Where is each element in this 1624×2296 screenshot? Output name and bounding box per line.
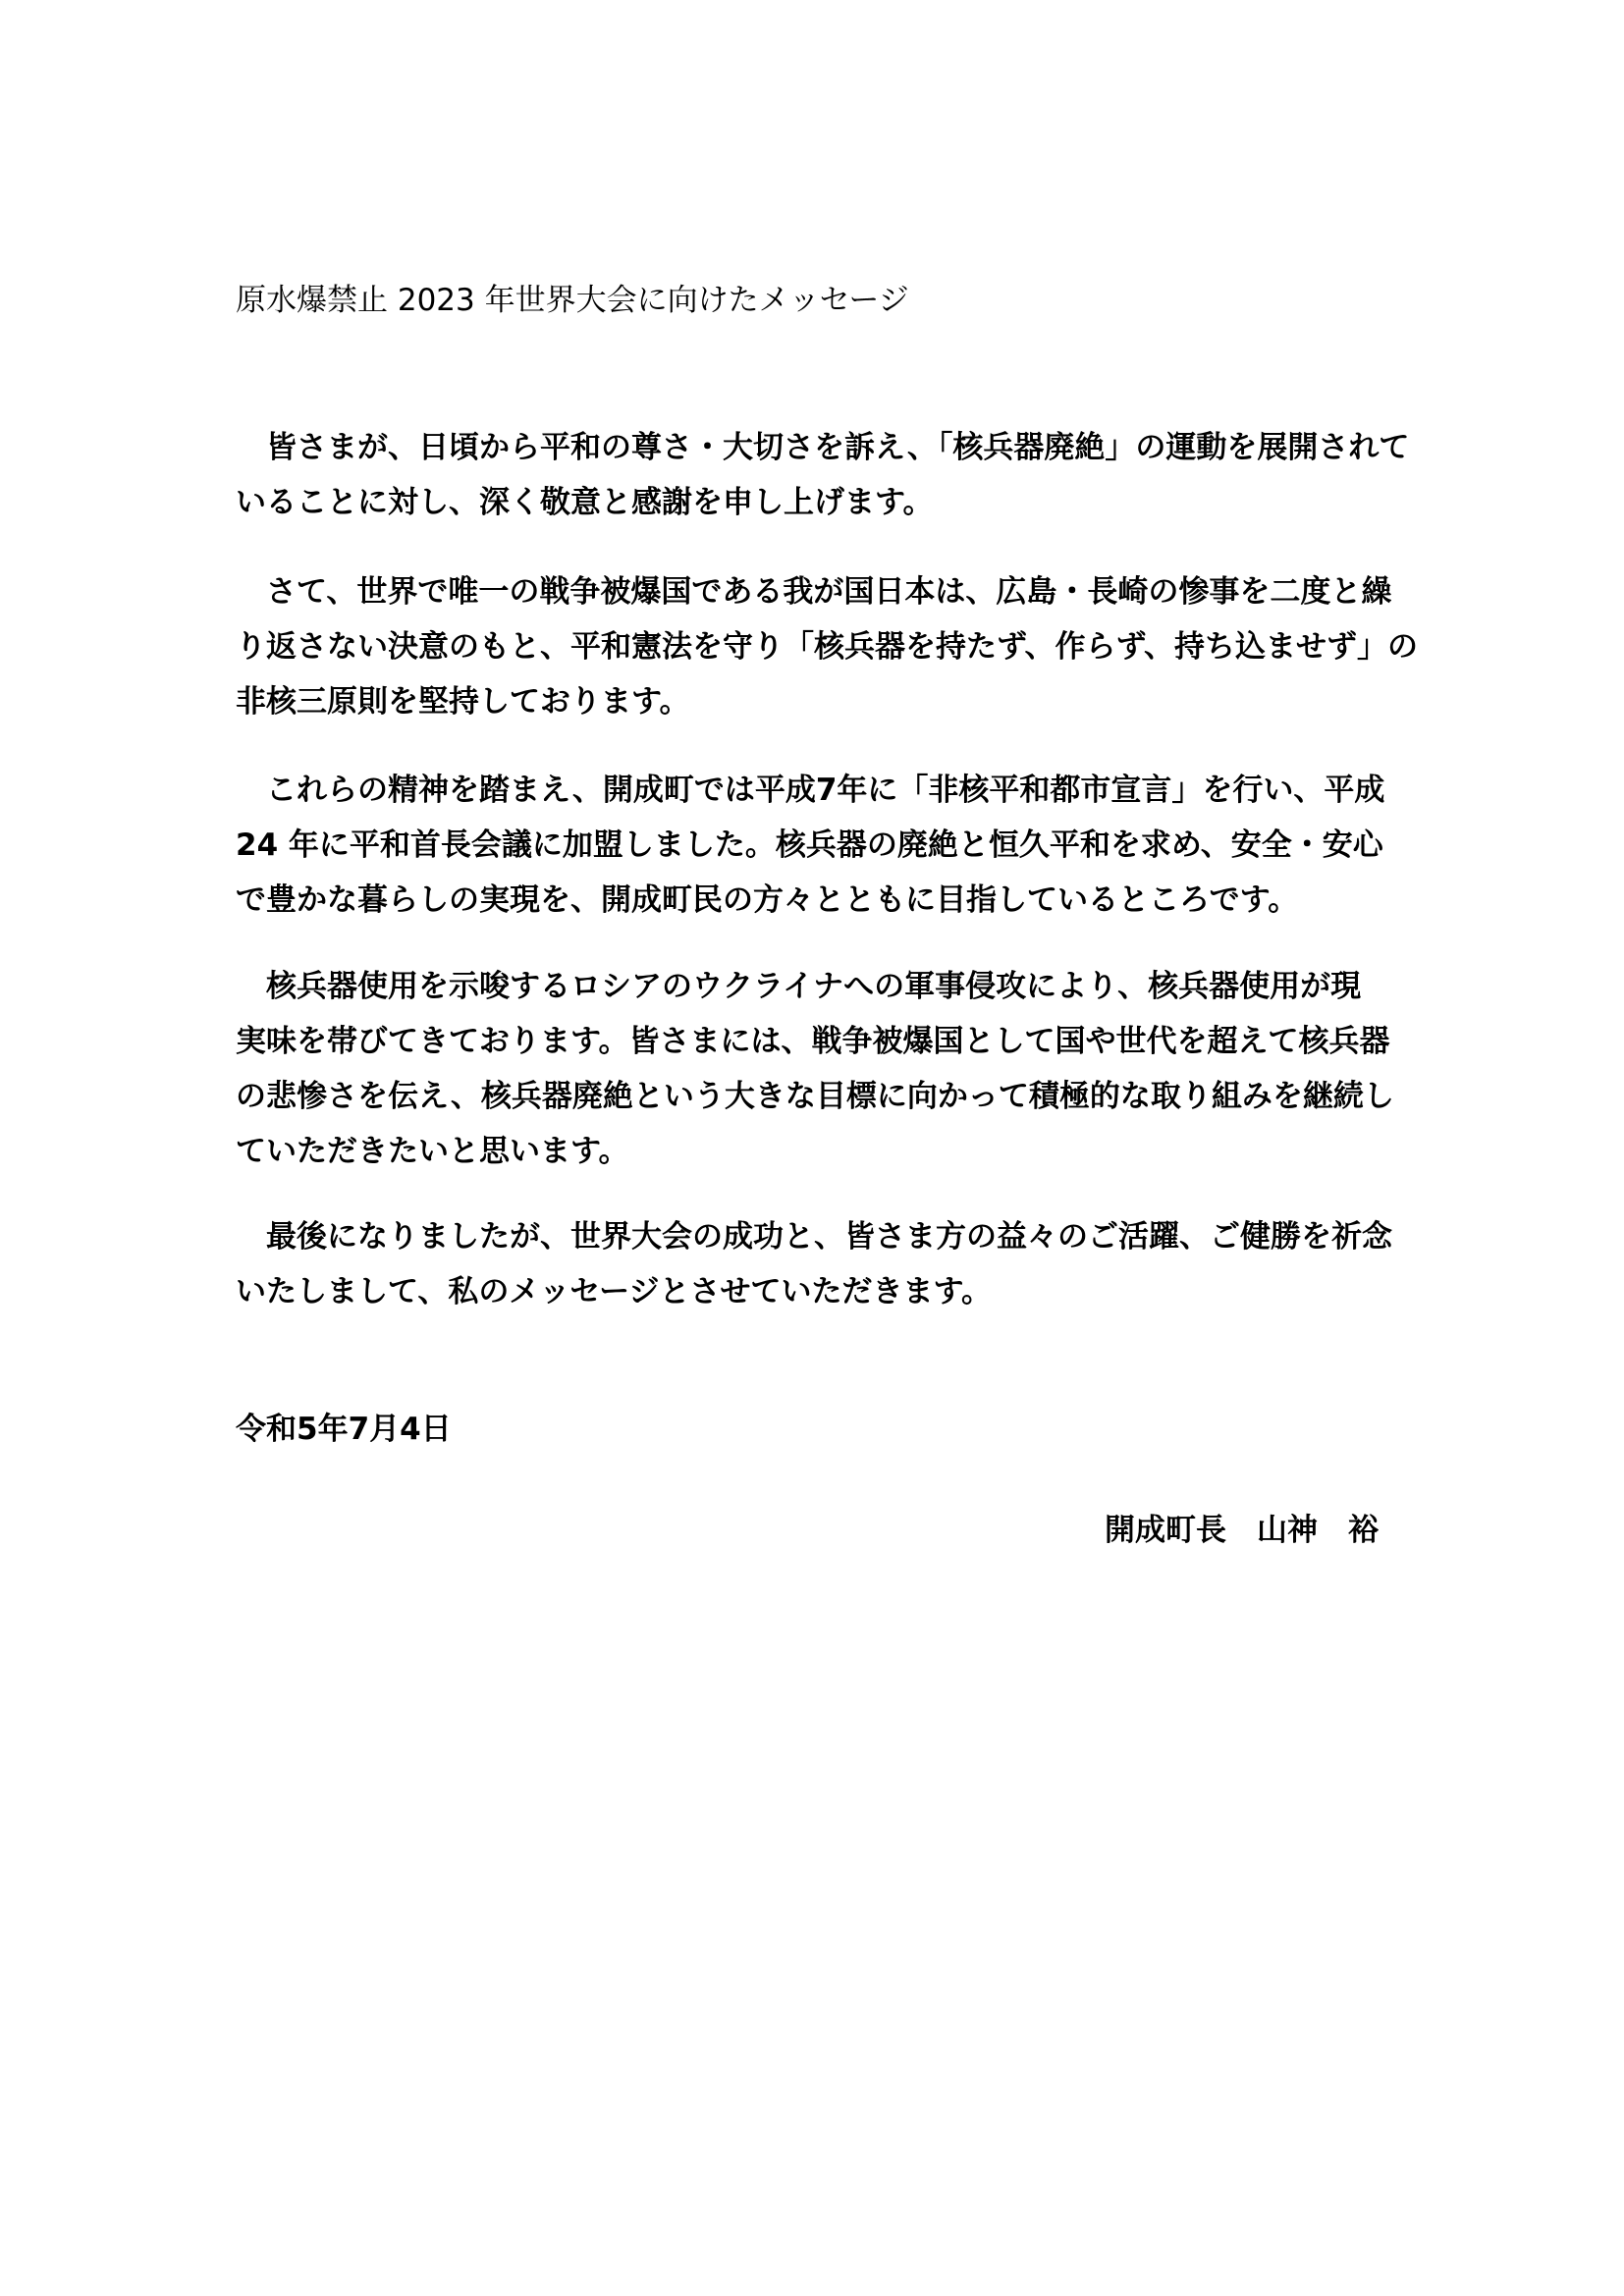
- signature: 開成町長 山神 裕: [1105, 1513, 1379, 1548]
- paragraph-closing: [236, 1209, 1414, 1319]
- paragraph-line: 24 年に平和首長会議に加盟しました。核兵器の廃絶と恒久平和を求め、安全・安心: [236, 828, 1383, 863]
- paragraph-line: 皆さまが、日頃から平和の尊さ・大切さを訴え、「核兵器廃絶」の運動を展開されて: [236, 430, 1410, 465]
- paragraph-line: で豊かな暮らしの実現を、開成町民の方々とともに目指しているところです。: [236, 882, 1299, 918]
- paragraph-line: 最後になりましたが、世界大会の成功と、皆さま方の益々のご活躍、ご健勝を祈念: [236, 1219, 1392, 1255]
- paragraph-line: り返さない決意のもと、平和憲法を守り「核兵器を持たず、作らず、持ち込ませず」の: [236, 629, 1419, 665]
- paragraph-town-declaration: [236, 763, 1414, 928]
- paragraph-line: いることに対し、深く敬意と感謝を申し上げます。: [236, 485, 934, 520]
- paragraph-line: これらの精神を踏まえ、開成町では平成7年に「非核平和都市宣言」を行い、平成: [236, 773, 1385, 808]
- paragraph-line: 実味を帯びてきております。皆さまには、戦争被爆国として国や世代を超えて核兵器: [236, 1024, 1390, 1059]
- document-date: 令和5年7月4日: [236, 1412, 452, 1447]
- paragraph-current-situation: [236, 959, 1414, 1179]
- paragraph-line: いたしまして、私のメッセージとさせていただきます。: [236, 1274, 993, 1309]
- paragraph-line: 核兵器使用を示唆するロシアのウクライナへの軍事侵攻により、核兵器使用が現: [236, 969, 1362, 1004]
- paragraph-line: 非核三原則を堅持しております。: [236, 684, 690, 720]
- paragraph-line: ていただきたいと思います。: [236, 1134, 629, 1169]
- paragraph-line: さて、世界で唯一の戦争被爆国である我が国日本は、広島・長崎の惨事を二度と繰: [236, 574, 1392, 610]
- paragraph-line: の悲惨さを伝え、核兵器廃絶という大きな目標に向かって積極的な取り組みを継続し: [236, 1079, 1394, 1114]
- paragraph-non-nuclear-principles: [236, 564, 1419, 729]
- document-title: 原水爆禁止 2023 年世界大会に向けたメッセージ: [236, 283, 909, 318]
- paragraph-greeting: [236, 420, 1414, 530]
